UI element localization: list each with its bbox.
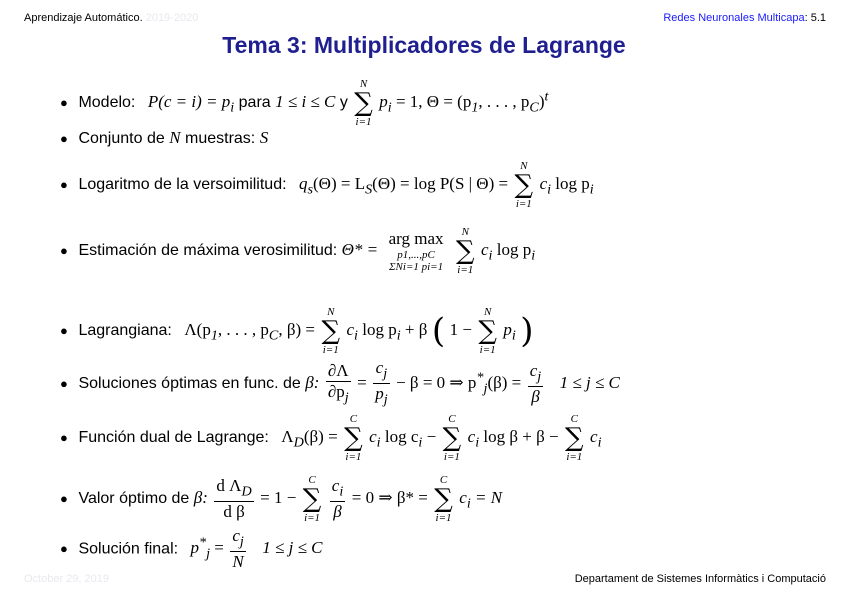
sum-symbol: C ∑ i=1	[442, 413, 462, 463]
modelo-range: 1 ≤ i ≤ C	[275, 92, 336, 112]
sum-symbol: C ∑ i=1	[302, 474, 322, 524]
bullet-estimacion	[60, 226, 535, 276]
fraction: $\frac{\partial\Lambda}{\partial p_j}$	[327, 360, 349, 406]
bullet-dual	[60, 413, 602, 463]
lag-pi: $p_i$	[503, 320, 516, 344]
bullet-final	[60, 526, 323, 572]
conjunto-rest: muestras:	[185, 130, 256, 147]
lag-mid: $c_i$ $\log p_i + \beta$	[346, 320, 428, 344]
argmax: arg max p1,...,pC ΣNi=1 pi=1	[388, 229, 444, 273]
modelo-label: Modelo:	[78, 94, 136, 112]
page-number: : 5.1	[804, 12, 826, 24]
sum-symbol: N ∑ i=1	[354, 78, 373, 128]
sum-symbol: C ∑ i=1	[434, 474, 453, 524]
fraction: $\frac{c_j}{p_j}$	[375, 358, 388, 408]
bullet-icon: ●	[60, 430, 68, 445]
bullet-icon: ●	[60, 491, 68, 506]
sol-label: Soluciones óptimas en func. de	[78, 375, 301, 393]
fraction: $\frac{c_j}{\beta}$	[529, 360, 542, 407]
sol-mid: − β = 0 ⇒ $p^*_j(\beta)$ =	[396, 369, 522, 397]
val-label: Valor óptimo de	[78, 490, 190, 508]
conjunto-s: S	[259, 128, 269, 147]
dual-term3: $c_i$	[590, 427, 602, 451]
fraction: $\frac{c_i}{\beta}$	[331, 475, 344, 522]
modelo-y: y	[339, 94, 348, 112]
sum-symbol: C ∑ i=1	[565, 413, 584, 463]
paren-close: )	[520, 311, 534, 351]
lag-lhs: $\Lambda(p_1$, . . . , $p_C$, β) =	[184, 320, 316, 344]
footer-department: Departament de Sistemes Informàtics i Computació	[574, 573, 826, 585]
val-beta: β:	[193, 488, 208, 508]
val-mid: = 0 ⇒ β* =	[351, 488, 428, 508]
bullet-lagrangiana	[60, 306, 534, 356]
conjunto-n: N	[169, 128, 181, 147]
footer-date: October 29, 2019	[24, 573, 110, 585]
bullet-icon: ●	[60, 541, 68, 557]
sum-symbol: N ∑ i=1	[514, 160, 534, 210]
sum-symbol: C ∑ i=1	[344, 413, 363, 463]
bullet-icon: ●	[60, 177, 68, 192]
course-year: 2019-2020	[145, 12, 199, 24]
bullet-icon: ●	[60, 375, 68, 391]
section-title[interactable]: Redes Neuronales Multicapa	[663, 12, 805, 24]
dual-term1: $c_i$ $\log c_i$ −	[369, 427, 437, 451]
fraction: $\frac{c_j}{N}$	[232, 526, 244, 572]
course-title: Aprendizaje Automático.	[24, 12, 143, 24]
bullet-icon: ●	[60, 323, 68, 338]
log-formula: $q_s(\Theta) = L_S(\Theta) = \log P(S$ | Θ) =	[299, 174, 509, 198]
header-course-title	[24, 12, 198, 24]
bullet-modelo	[60, 78, 548, 128]
est-tail: $c_i$ $\log p_i$	[481, 240, 536, 264]
fin-range: 1 ≤ j ≤ C	[262, 538, 323, 558]
sol-eq: =	[357, 373, 367, 393]
fin-label: Solución final:	[78, 540, 179, 558]
slide-title: Tema 3: Multiplicadores de Lagrange	[222, 32, 626, 58]
conjunto-label: Conjunto de	[78, 130, 165, 147]
val-tail: $c_i = N$	[459, 488, 503, 512]
bullet-icon: ●	[60, 95, 68, 110]
dual-label: Función dual de Lagrange:	[78, 429, 269, 447]
val-eq: = 1 −	[260, 488, 297, 508]
bullet-logaritmo	[60, 160, 594, 210]
bullet-icon: ●	[60, 130, 68, 146]
modelo-para: para	[238, 94, 271, 112]
sol-range: 1 ≤ j ≤ C	[559, 373, 620, 393]
sum-symbol: N ∑ i=1	[321, 306, 341, 356]
paren-open: (	[431, 311, 446, 351]
fraction: $\frac{d \Lambda_D}{\text{d β}}$	[216, 475, 252, 522]
lag-label: Lagrangiana:	[78, 322, 172, 340]
log-tail: $c_i$ $\log p_i$	[539, 174, 594, 198]
log-label: Logaritmo de la versoimilitud:	[78, 176, 287, 194]
modelo-formula: $P(c = i) = p_i$	[147, 92, 235, 116]
lag-one: 1 −	[449, 320, 472, 340]
bullet-icon: ●	[60, 243, 68, 258]
fin-lhs: $p^*_j$ =	[190, 534, 224, 562]
bullet-soluciones	[60, 358, 620, 410]
sum-symbol: N ∑ i=1	[478, 306, 497, 356]
est-label: Estimación de máxima verosimilitud:	[78, 242, 338, 260]
sum-symbol: N ∑ i=1	[455, 226, 475, 276]
bullet-conjunto	[60, 128, 268, 149]
sol-beta: β:	[305, 373, 320, 393]
modelo-rhs: $p_i = 1$, $\Theta = (p_1$, . . . , $p_C)^t$	[379, 88, 549, 116]
dual-term2: $c_i$ log β + β −	[467, 427, 559, 451]
header-section	[663, 12, 826, 24]
dual-lhs: $\Lambda_D(\beta)$ =	[281, 427, 338, 451]
bullet-valor	[60, 474, 502, 524]
est-theta: Θ* =	[341, 240, 379, 260]
